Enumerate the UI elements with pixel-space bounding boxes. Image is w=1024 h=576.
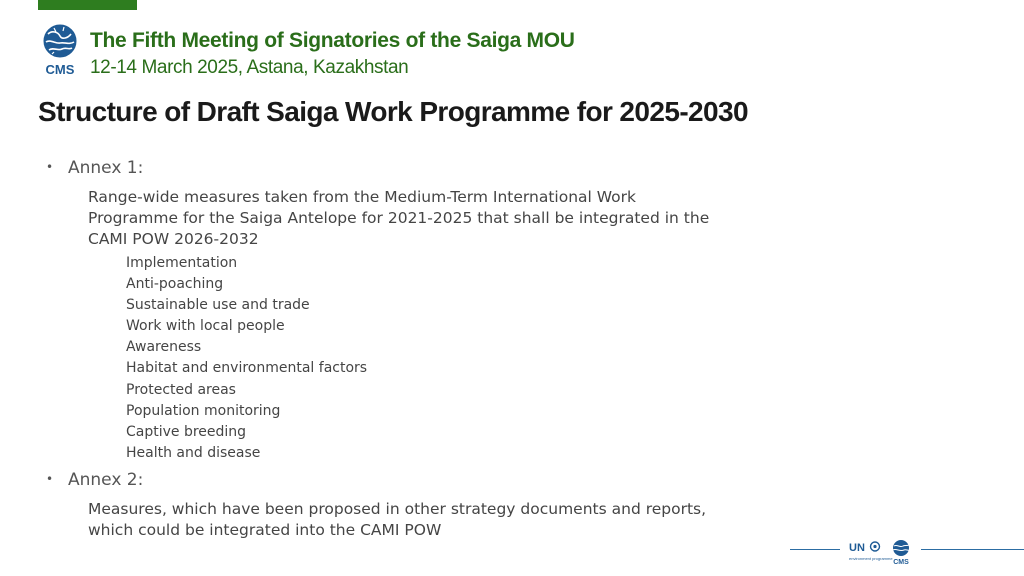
cms-logo: [40, 22, 80, 78]
annex-1-bullet: [46, 158, 143, 178]
footer-divider-right: [921, 549, 1024, 550]
list-item: Sustainable use and trade: [126, 297, 310, 314]
annex-2-description: Measures, which have been proposed in other strategy documents and reports, which could be integrated into the CAMI POW: [88, 500, 707, 539]
un-environment-logo: [848, 540, 893, 566]
slide-title: Structure of Draft Saiga Work Programme for 2025-2030: [38, 96, 748, 127]
list-item: Awareness: [126, 339, 202, 356]
cms-logo-text: CMS: [45, 62, 75, 77]
list-item: Health and disease: [126, 444, 261, 461]
annex-1-label: Annex 1:: [68, 158, 144, 178]
annex-1-description: Range-wide measures taken from the Medium-Term International Work Programme for the Saiga Antelope for 2021-2025 that shall be integrated in the CAMI POW 2026-2032: [88, 188, 710, 248]
footer-divider-left: [790, 549, 840, 550]
list-item: Captive breeding: [126, 423, 247, 440]
list-item: Anti-poaching: [126, 276, 224, 293]
list-item: Population monitoring: [126, 402, 281, 419]
un-logo-text: UN: [849, 542, 865, 554]
un-logo-subtext: environment programme: [849, 556, 893, 561]
list-item: Habitat and environmental factors: [126, 360, 368, 377]
top-accent-bar: [38, 0, 137, 10]
bullet-dot-icon: •: [46, 472, 54, 486]
list-item: Work with local people: [126, 318, 285, 335]
annex-2-bullet: [46, 470, 143, 490]
annex-1-measures-list: [126, 253, 367, 464]
bullet-dot-icon: •: [46, 160, 54, 174]
cms-footer-logo: [890, 539, 912, 566]
list-item: Protected areas: [126, 381, 236, 398]
meeting-subtitle: 12-14 March 2025, Astana, Kazakhstan: [90, 57, 409, 78]
list-item: Implementation: [126, 255, 238, 271]
cms-footer-logo-text: CMS: [893, 559, 909, 566]
annex-2-label: Annex 2:: [68, 470, 144, 490]
meeting-title: The Fifth Meeting of Signatories of the Saiga MOU: [90, 29, 575, 52]
